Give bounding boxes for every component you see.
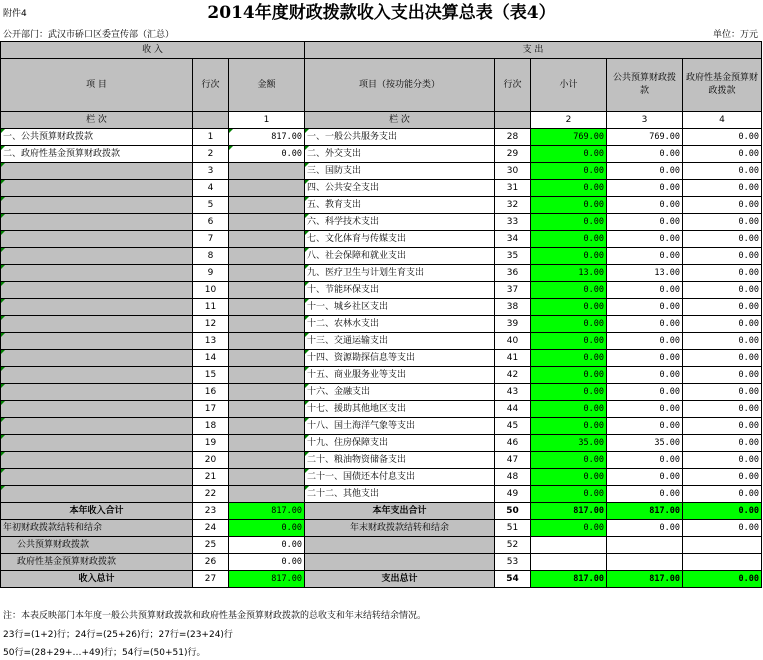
expense-row-no: 38 bbox=[495, 299, 531, 316]
table-row bbox=[1, 129, 762, 146]
income-amount: 0.00 bbox=[229, 537, 305, 554]
expense-subtotal: 0.00 bbox=[531, 367, 607, 384]
fund-budget-header: 政府性基金预算财政拨款 bbox=[683, 59, 762, 112]
expense-total-fund: 0.00 bbox=[683, 503, 762, 520]
expense-fund: 0.00 bbox=[683, 231, 762, 248]
lanci-label: 栏 次 bbox=[305, 112, 495, 129]
expense-item: 六、科学技术支出 bbox=[305, 214, 495, 231]
expense-fund bbox=[683, 537, 762, 554]
income-amount: 0.00 bbox=[229, 520, 305, 537]
expense-public: 0.00 bbox=[607, 231, 683, 248]
expense-row-no: 32 bbox=[495, 197, 531, 214]
expense-item: 十七、援助其他地区支出 bbox=[305, 401, 495, 418]
expense-item bbox=[305, 554, 495, 571]
income-amount: 0.00 bbox=[229, 554, 305, 571]
expense-public: 0.00 bbox=[607, 146, 683, 163]
expense-total-public: 817.00 bbox=[607, 503, 683, 520]
expense-fund: 0.00 bbox=[683, 214, 762, 231]
income-amount bbox=[229, 163, 305, 180]
lanci-label: 栏 次 bbox=[1, 112, 193, 129]
carry-row bbox=[1, 537, 762, 554]
income-row-no: 27 bbox=[193, 571, 229, 588]
expense-item: 八、社会保障和就业支出 bbox=[305, 248, 495, 265]
income-row-no: 7 bbox=[193, 231, 229, 248]
expense-item: 二十二、其他支出 bbox=[305, 486, 495, 503]
expense-subtotal: 13.00 bbox=[531, 265, 607, 282]
expense-item: 一、一般公共服务支出 bbox=[305, 129, 495, 146]
col-index: 2 bbox=[531, 112, 607, 129]
table-row bbox=[1, 435, 762, 452]
table-row bbox=[1, 486, 762, 503]
income-row-no: 16 bbox=[193, 384, 229, 401]
income-item bbox=[1, 418, 193, 435]
income-row-no: 25 bbox=[193, 537, 229, 554]
income-amount bbox=[229, 248, 305, 265]
income-row-no: 10 bbox=[193, 282, 229, 299]
expense-fund: 0.00 bbox=[683, 418, 762, 435]
table-row bbox=[1, 197, 762, 214]
expense-public: 35.00 bbox=[607, 435, 683, 452]
expense-row-no: 49 bbox=[495, 486, 531, 503]
expense-grand-label: 支出总计 bbox=[305, 571, 495, 588]
col-index: 4 bbox=[683, 112, 762, 129]
expense-subtotal: 0.00 bbox=[531, 197, 607, 214]
table-row bbox=[1, 384, 762, 401]
expense-item: 五、教育支出 bbox=[305, 197, 495, 214]
table-row bbox=[1, 248, 762, 265]
income-grand-label: 收入总计 bbox=[1, 571, 193, 588]
expense-item: 九、医疗卫生与计划生育支出 bbox=[305, 265, 495, 282]
income-row-no: 9 bbox=[193, 265, 229, 282]
expense-subtotal bbox=[531, 554, 607, 571]
income-row-no: 17 bbox=[193, 401, 229, 418]
income-row-no: 3 bbox=[193, 163, 229, 180]
income-item bbox=[1, 265, 193, 282]
expense-public: 0.00 bbox=[607, 282, 683, 299]
lanci-blank bbox=[495, 112, 531, 129]
expense-public: 0.00 bbox=[607, 214, 683, 231]
expense-item: 年末财政拨款结转和结余 bbox=[305, 520, 495, 537]
expense-public: 0.00 bbox=[607, 197, 683, 214]
expense-subtotal: 0.00 bbox=[531, 418, 607, 435]
table-row bbox=[1, 163, 762, 180]
expense-public bbox=[607, 537, 683, 554]
income-item bbox=[1, 299, 193, 316]
expense-item: 十六、金融支出 bbox=[305, 384, 495, 401]
expense-public: 0.00 bbox=[607, 486, 683, 503]
income-row-no: 26 bbox=[193, 554, 229, 571]
expense-item: 二、外交支出 bbox=[305, 146, 495, 163]
expense-subtotal bbox=[531, 537, 607, 554]
table-row bbox=[1, 316, 762, 333]
expense-row-no: 34 bbox=[495, 231, 531, 248]
expense-subtotal: 0.00 bbox=[531, 163, 607, 180]
expense-item: 十四、资源勘探信息等支出 bbox=[305, 350, 495, 367]
carry-row bbox=[1, 554, 762, 571]
expense-public: 0.00 bbox=[607, 401, 683, 418]
table-row bbox=[1, 146, 762, 163]
expense-subtotal: 0.00 bbox=[531, 299, 607, 316]
expense-fund: 0.00 bbox=[683, 316, 762, 333]
income-amount bbox=[229, 180, 305, 197]
income-item bbox=[1, 231, 193, 248]
row-no-header: 行次 bbox=[193, 59, 229, 112]
expense-row-no: 40 bbox=[495, 333, 531, 350]
income-amount bbox=[229, 214, 305, 231]
income-item: 二、政府性基金预算财政拨款 bbox=[1, 146, 193, 163]
expense-row-no: 54 bbox=[495, 571, 531, 588]
page-title: 2014年度财政拨款收入支出决算总表（表4） bbox=[207, 3, 556, 23]
expense-fund: 0.00 bbox=[683, 435, 762, 452]
income-grand-amount: 817.00 bbox=[229, 571, 305, 588]
expense-subtotal: 0.00 bbox=[531, 486, 607, 503]
expense-item: 十三、交通运输支出 bbox=[305, 333, 495, 350]
table-row bbox=[1, 282, 762, 299]
income-header: 收 入 bbox=[1, 42, 305, 59]
income-amount bbox=[229, 469, 305, 486]
footnote: 注：本表反映部门本年度一般公共预算财政拨款和政府性基金预算财政拨款的总收支和年末结转结余情况。 bbox=[3, 611, 427, 621]
col-index: 1 bbox=[229, 112, 305, 129]
item-func-header: 项目（按功能分类） bbox=[305, 59, 495, 112]
income-row-no: 1 bbox=[193, 129, 229, 146]
income-item bbox=[1, 452, 193, 469]
income-row-no: 21 bbox=[193, 469, 229, 486]
expense-row-no: 44 bbox=[495, 401, 531, 418]
expense-row-no: 52 bbox=[495, 537, 531, 554]
income-row-no: 13 bbox=[193, 333, 229, 350]
expense-row-no: 53 bbox=[495, 554, 531, 571]
expense-fund: 0.00 bbox=[683, 367, 762, 384]
expense-fund: 0.00 bbox=[683, 469, 762, 486]
expense-item: 十、节能环保支出 bbox=[305, 282, 495, 299]
expense-public: 0.00 bbox=[607, 418, 683, 435]
expense-item: 四、公共安全支出 bbox=[305, 180, 495, 197]
expense-public: 0.00 bbox=[607, 163, 683, 180]
expense-row-no: 35 bbox=[495, 248, 531, 265]
expense-subtotal: 0.00 bbox=[531, 316, 607, 333]
expense-subtotal: 0.00 bbox=[531, 282, 607, 299]
expense-row-no: 36 bbox=[495, 265, 531, 282]
table-row bbox=[1, 401, 762, 418]
expense-fund: 0.00 bbox=[683, 384, 762, 401]
income-row-no: 6 bbox=[193, 214, 229, 231]
expense-subtotal: 35.00 bbox=[531, 435, 607, 452]
expense-fund: 0.00 bbox=[683, 282, 762, 299]
income-row-no: 12 bbox=[193, 316, 229, 333]
income-row-no: 24 bbox=[193, 520, 229, 537]
col-index: 3 bbox=[607, 112, 683, 129]
expense-fund: 0.00 bbox=[683, 350, 762, 367]
table-row bbox=[1, 180, 762, 197]
expense-fund: 0.00 bbox=[683, 129, 762, 146]
expense-subtotal: 769.00 bbox=[531, 129, 607, 146]
expense-row-no: 39 bbox=[495, 316, 531, 333]
income-amount bbox=[229, 384, 305, 401]
expense-subtotal: 0.00 bbox=[531, 401, 607, 418]
expense-item: 二十、粮油物资储备支出 bbox=[305, 452, 495, 469]
expense-row-no: 28 bbox=[495, 129, 531, 146]
income-amount bbox=[229, 316, 305, 333]
income-item bbox=[1, 180, 193, 197]
expense-public: 0.00 bbox=[607, 299, 683, 316]
income-row-no: 18 bbox=[193, 418, 229, 435]
expense-fund: 0.00 bbox=[683, 163, 762, 180]
income-item bbox=[1, 384, 193, 401]
income-row-no: 8 bbox=[193, 248, 229, 265]
table-row bbox=[1, 367, 762, 384]
income-row-no: 2 bbox=[193, 146, 229, 163]
meta-line bbox=[3, 27, 760, 41]
table-row bbox=[1, 350, 762, 367]
formula-note: 50行=(28+29+…+49)行；54行=(50+51)行。 bbox=[3, 648, 206, 658]
expense-grand-fund: 0.00 bbox=[683, 571, 762, 588]
expense-public: 0.00 bbox=[607, 248, 683, 265]
income-item bbox=[1, 350, 193, 367]
expense-public: 0.00 bbox=[607, 452, 683, 469]
income-amount bbox=[229, 418, 305, 435]
expense-public: 0.00 bbox=[607, 333, 683, 350]
expense-subtotal: 0.00 bbox=[531, 452, 607, 469]
expense-header: 支 出 bbox=[305, 42, 762, 59]
budget-table bbox=[0, 41, 762, 588]
expense-row-no: 30 bbox=[495, 163, 531, 180]
income-amount bbox=[229, 333, 305, 350]
income-item bbox=[1, 163, 193, 180]
expense-subtotal: 0.00 bbox=[531, 248, 607, 265]
income-amount bbox=[229, 299, 305, 316]
expense-fund: 0.00 bbox=[683, 248, 762, 265]
expense-row-no: 43 bbox=[495, 384, 531, 401]
expense-row-no: 31 bbox=[495, 180, 531, 197]
expense-row-no: 46 bbox=[495, 435, 531, 452]
expense-item: 十九、住房保障支出 bbox=[305, 435, 495, 452]
item-header: 项 目 bbox=[1, 59, 193, 112]
income-item: 政府性基金预算财政拨款 bbox=[1, 554, 193, 571]
expense-public: 0.00 bbox=[607, 180, 683, 197]
lanci-blank bbox=[193, 112, 229, 129]
subtotal-header: 小计 bbox=[531, 59, 607, 112]
formula-note: 23行=(1+2)行；24行=(25+26)行；27行=(23+24)行 bbox=[3, 630, 233, 640]
income-item: 一、公共预算财政拨款 bbox=[1, 129, 193, 146]
expense-row-no: 42 bbox=[495, 367, 531, 384]
income-amount bbox=[229, 265, 305, 282]
income-item bbox=[1, 469, 193, 486]
expense-grand-subtotal: 817.00 bbox=[531, 571, 607, 588]
expense-item: 十五、商业服务业等支出 bbox=[305, 367, 495, 384]
expense-fund: 0.00 bbox=[683, 197, 762, 214]
expense-fund: 0.00 bbox=[683, 452, 762, 469]
income-item bbox=[1, 486, 193, 503]
expense-fund: 0.00 bbox=[683, 265, 762, 282]
income-amount bbox=[229, 452, 305, 469]
expense-total-label: 本年支出合计 bbox=[305, 503, 495, 520]
expense-public: 0.00 bbox=[607, 316, 683, 333]
income-row-no: 4 bbox=[193, 180, 229, 197]
income-amount: 817.00 bbox=[229, 129, 305, 146]
income-amount bbox=[229, 282, 305, 299]
expense-fund bbox=[683, 554, 762, 571]
expense-fund: 0.00 bbox=[683, 299, 762, 316]
expense-public: 0.00 bbox=[607, 384, 683, 401]
expense-subtotal: 0.00 bbox=[531, 231, 607, 248]
expense-public: 0.00 bbox=[607, 520, 683, 537]
income-item bbox=[1, 401, 193, 418]
expense-row-no: 29 bbox=[495, 146, 531, 163]
expense-public bbox=[607, 554, 683, 571]
unit-label: 单位：万元 bbox=[712, 30, 758, 40]
carry-row bbox=[1, 520, 762, 537]
income-row-no: 11 bbox=[193, 299, 229, 316]
expense-item: 十八、国土海洋气象等支出 bbox=[305, 418, 495, 435]
table-row bbox=[1, 299, 762, 316]
row-no-header: 行次 bbox=[495, 59, 531, 112]
expense-row-no: 50 bbox=[495, 503, 531, 520]
expense-public: 13.00 bbox=[607, 265, 683, 282]
table-row bbox=[1, 265, 762, 282]
income-item bbox=[1, 248, 193, 265]
expense-row-no: 51 bbox=[495, 520, 531, 537]
expense-subtotal: 0.00 bbox=[531, 333, 607, 350]
attachment-label: 附件4 bbox=[3, 9, 27, 19]
income-row-no: 15 bbox=[193, 367, 229, 384]
public-budget-header: 公共预算财政拨款 bbox=[607, 59, 683, 112]
expense-item: 十二、农林水支出 bbox=[305, 316, 495, 333]
table-row bbox=[1, 469, 762, 486]
income-amount bbox=[229, 367, 305, 384]
income-item: 年初财政拨款结转和结余 bbox=[1, 520, 193, 537]
total-row bbox=[1, 503, 762, 520]
expense-public: 0.00 bbox=[607, 350, 683, 367]
income-amount bbox=[229, 435, 305, 452]
income-total-label: 本年收入合计 bbox=[1, 503, 193, 520]
expense-row-no: 45 bbox=[495, 418, 531, 435]
income-item bbox=[1, 197, 193, 214]
income-item bbox=[1, 367, 193, 384]
income-row-no: 23 bbox=[193, 503, 229, 520]
expense-fund: 0.00 bbox=[683, 401, 762, 418]
expense-item: 三、国防支出 bbox=[305, 163, 495, 180]
expense-fund: 0.00 bbox=[683, 486, 762, 503]
expense-row-no: 47 bbox=[495, 452, 531, 469]
income-amount bbox=[229, 401, 305, 418]
expense-subtotal: 0.00 bbox=[531, 214, 607, 231]
table-row bbox=[1, 231, 762, 248]
expense-subtotal: 0.00 bbox=[531, 350, 607, 367]
income-row-no: 19 bbox=[193, 435, 229, 452]
expense-public: 769.00 bbox=[607, 129, 683, 146]
expense-fund: 0.00 bbox=[683, 333, 762, 350]
table-row bbox=[1, 333, 762, 350]
expense-item: 十一、城乡社区支出 bbox=[305, 299, 495, 316]
table-row bbox=[1, 214, 762, 231]
income-item bbox=[1, 435, 193, 452]
table-row bbox=[1, 452, 762, 469]
expense-row-no: 37 bbox=[495, 282, 531, 299]
income-amount bbox=[229, 197, 305, 214]
income-item bbox=[1, 282, 193, 299]
income-row-no: 14 bbox=[193, 350, 229, 367]
expense-item: 二十一、国债还本付息支出 bbox=[305, 469, 495, 486]
income-row-no: 20 bbox=[193, 452, 229, 469]
expense-total-subtotal: 817.00 bbox=[531, 503, 607, 520]
income-amount: 0.00 bbox=[229, 146, 305, 163]
expense-subtotal: 0.00 bbox=[531, 469, 607, 486]
expense-subtotal: 0.00 bbox=[531, 520, 607, 537]
expense-fund: 0.00 bbox=[683, 180, 762, 197]
expense-subtotal: 0.00 bbox=[531, 146, 607, 163]
income-total-amount: 817.00 bbox=[229, 503, 305, 520]
income-item bbox=[1, 333, 193, 350]
expense-row-no: 41 bbox=[495, 350, 531, 367]
expense-item bbox=[305, 537, 495, 554]
department-label: 公开部门：武汉市硚口区委宣传部（汇总） bbox=[3, 30, 175, 40]
income-item bbox=[1, 214, 193, 231]
expense-fund: 0.00 bbox=[683, 146, 762, 163]
expense-public: 0.00 bbox=[607, 469, 683, 486]
expense-grand-public: 817.00 bbox=[607, 571, 683, 588]
income-amount bbox=[229, 486, 305, 503]
income-item bbox=[1, 316, 193, 333]
expense-row-no: 33 bbox=[495, 214, 531, 231]
expense-fund: 0.00 bbox=[683, 520, 762, 537]
income-amount bbox=[229, 350, 305, 367]
income-row-no: 5 bbox=[193, 197, 229, 214]
expense-subtotal: 0.00 bbox=[531, 180, 607, 197]
expense-row-no: 48 bbox=[495, 469, 531, 486]
income-amount bbox=[229, 231, 305, 248]
table-row bbox=[1, 418, 762, 435]
amount-header: 金额 bbox=[229, 59, 305, 112]
income-row-no: 22 bbox=[193, 486, 229, 503]
income-item: 公共预算财政拨款 bbox=[1, 537, 193, 554]
grand-total-row bbox=[1, 571, 762, 588]
expense-item: 七、文化体育与传媒支出 bbox=[305, 231, 495, 248]
expense-public: 0.00 bbox=[607, 367, 683, 384]
expense-subtotal: 0.00 bbox=[531, 384, 607, 401]
